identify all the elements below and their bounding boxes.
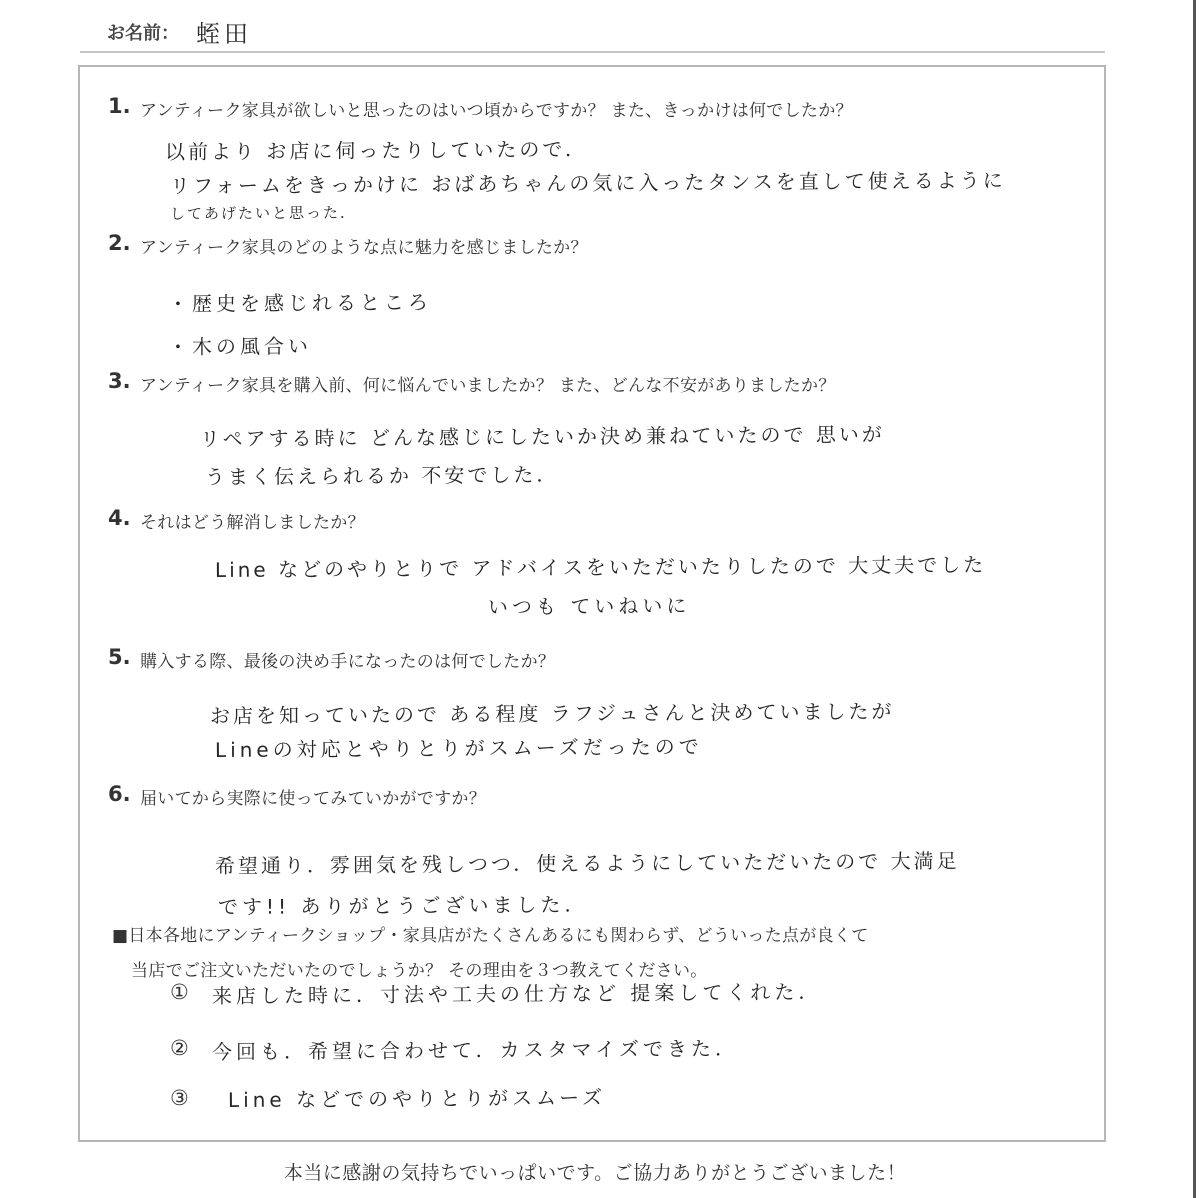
question-text: アンティーク家具が欲しいと思ったのはいつ頃からですか？ また、きっかけは何でしたか？ — [140, 101, 853, 121]
question-text: アンティーク家具のどのような点に魅力を感じましたか？ — [140, 238, 588, 258]
reason-number: ② — [170, 1036, 189, 1060]
reason-number: ① — [170, 980, 189, 1004]
reason-text: 今回も．希望に合わせて．カスタマイズできた． — [211, 1036, 740, 1064]
question-number: 1. — [108, 94, 131, 118]
answer-line: Lineの対応とやりとりがスムーズだったので — [214, 734, 703, 762]
question-text: 届いてから実際に使ってみていかがですか？ — [140, 789, 486, 809]
reason-text: Line などでのやりとりがスムーズ — [227, 1085, 607, 1112]
answer-line: 以前より お店に伺ったりしていたので． — [164, 137, 589, 164]
answer-line: Line などのやりとりで アドバイスをいただいたりしたので 大丈夫でした — [214, 552, 987, 582]
answer-line: です!! ありがとうございました． — [217, 892, 589, 919]
reason-number: ③ — [170, 1086, 189, 1110]
reasons-prompt-line: ■日本各地にアンティークショップ・家具店がたくさんあるにも関わらず、どういった点が良くて — [112, 926, 869, 946]
answer-line: してあげたいと思った． — [169, 203, 358, 223]
reason-text: 来店した時に．寸法や工夫の仕方など 提案してくれた． — [211, 979, 823, 1008]
question-number: 3. — [108, 369, 131, 393]
answer-line: うまく伝えられるか 不安でした． — [204, 462, 560, 489]
scan-edge — [1193, 0, 1196, 1198]
question-text: アンティーク家具を購入前、何に悩んでいましたか？ また、どんな不安がありましたか？ — [140, 376, 836, 396]
name-label: お名前： — [107, 23, 179, 44]
question-number: 6. — [108, 782, 131, 806]
name-value-handwritten: 蛭田 — [196, 20, 252, 48]
reasons-prompt-line: 当店でご注文いただいたのでしょうか？ その理由を３つ教えてください。 — [131, 961, 708, 981]
answer-line: ・歴史を感じれるところ — [167, 290, 433, 316]
answer-line: ・木の風合い — [167, 333, 313, 359]
answer-line: 希望通り．雰囲気を残しつつ．使えるようにしていただいたので 大満足 — [214, 848, 960, 878]
question-number: 5. — [108, 645, 131, 669]
question-number: 2. — [108, 231, 131, 255]
answer-line: リフォームをきっかけに おばあちゃんの気に入ったタンスを直して使えるように — [169, 168, 1006, 198]
question-text: それはどう解消しましたか？ — [140, 513, 365, 533]
footer-thanks: 本当に感謝の気持ちでいっぱいです。ご協力ありがとうございました！ — [283, 1162, 907, 1184]
question-number: 4. — [108, 506, 131, 530]
question-text: 購入する際、最後の決め手になったのは何でしたか？ — [140, 652, 556, 672]
header-divider — [80, 51, 1105, 53]
answer-line: いつも ていねいに — [487, 593, 691, 619]
answer-line: リペアする時に どんな感じにしたいか決め兼ねていたので 思いが — [199, 422, 885, 451]
answer-line: お店を知っていたので ある程度 ラフジュさんと決めていましたが — [209, 699, 895, 728]
